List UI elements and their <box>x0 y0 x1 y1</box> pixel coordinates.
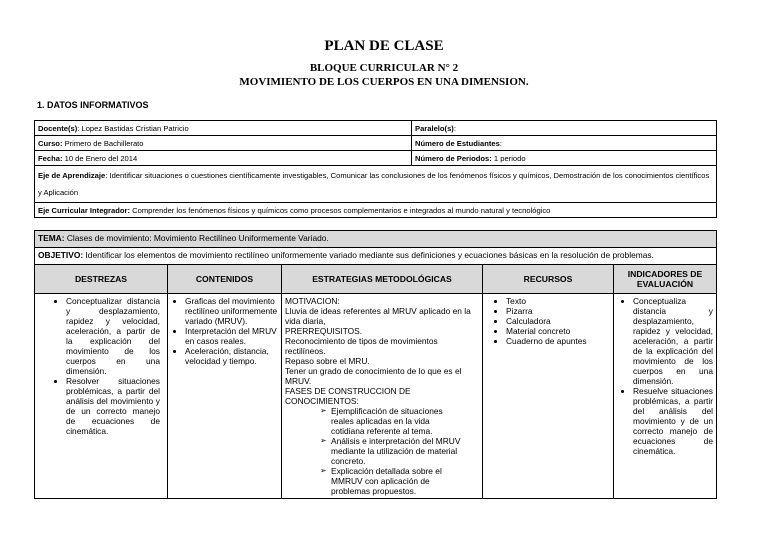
header-indicadores: INDICADORES DE EVALUACIÓN <box>614 265 717 294</box>
eje-curricular-label: Eje Curricular Integrador: <box>38 205 130 215</box>
list-item: • Texto <box>506 296 610 306</box>
curso-cell <box>35 136 412 151</box>
estrategias-cell <box>282 294 483 499</box>
indicadores-cell <box>614 294 717 499</box>
eje-aprendizaje-value: : Identificar situaciones o cuestiones científicamente investigables, Comunicar las conclusiones de los fenómenos físicos y químicos, Demostración de los conocimientos científicos y Aplicación <box>38 171 710 197</box>
list-item: • Conceptualiza distancia y desplazamiento, rapidez y velocidad, aceleración, a partir de la explicación del movimiento de los cuerpos en una dimensión. <box>633 296 713 386</box>
periodos-value: 1 periodo <box>491 153 526 163</box>
subtitle: MOVIMIENTO DE LOS CUERPOS EN UNA DIMENSION. <box>239 76 529 88</box>
curso-value: Primero de Bachillerato <box>62 138 144 148</box>
table-row <box>35 203 717 218</box>
list-item: • Aceleración, distancia, velocidad y tiempo. <box>185 346 278 366</box>
eje-aprendizaje-cell <box>35 166 717 203</box>
block-title: BLOQUE CURRICULAR N° 2 <box>309 62 459 74</box>
list-item: ➢ Análisis e interpretación del MRUV mediante la utilización de material concreto. <box>331 436 465 466</box>
contenidos-cell <box>168 294 282 499</box>
destrezas-cell <box>35 294 168 499</box>
plan-table <box>34 230 717 499</box>
tema-cell <box>35 231 717 248</box>
objetivo-value: Identificar los elementos de movimiento rectilíneo uniformemente variado mediante sus definiciones y ecuaciones básicas en la resolución de problemas. <box>83 250 654 260</box>
fecha-value: 10 de Enero del 2014 <box>62 153 138 163</box>
periodos-cell <box>412 151 717 166</box>
estrategia-line: Reconocimiento de tipos de movimientos rectilíneos. <box>285 336 438 356</box>
page-title: PLAN DE CLASE <box>324 38 444 54</box>
tema-value: Clases de movimiento: Movimiento Rectilíneo Uniformemente Variado. <box>64 233 329 243</box>
eje-curricular-value: Comprender los fenómenos físicos y químicos como procesos complementarios e integrados al mundo natural y tecnológico <box>130 205 551 215</box>
estrategia-line: Repaso sobre el MRU. <box>285 356 370 366</box>
list-item: • Resolver situaciones problémicas, a partir del análisis del movimiento y de un correcto manejo de ecuaciones de cinemática. <box>66 376 160 436</box>
header-destrezas: DESTREZAS <box>35 265 168 294</box>
estrategia-line: Tener un grado de conocimiento de lo que es el MRUV. <box>285 366 462 386</box>
estudiantes-label: Número de Estudiantes <box>415 138 500 148</box>
tema-label: TEMA: <box>38 233 65 243</box>
info-table <box>34 120 717 218</box>
paralelo-value: : <box>453 123 456 133</box>
paralelo-label: Paralelo(s) <box>415 123 454 133</box>
fecha-cell <box>35 151 412 166</box>
header-recursos: RECURSOS <box>483 265 614 294</box>
table-row <box>35 136 717 151</box>
list-item: • Cuaderno de apuntes <box>506 336 610 346</box>
list-item: • Conceptualizar distancia y desplazamiento, rapidez y velocidad, aceleración, a partir de la explicación del movimiento de los cuerpos en una dimensión. <box>66 296 160 376</box>
estrategia-line: FASES DE CONSTRUCCION DE CONOCIMIENTOS: <box>285 386 411 406</box>
fecha-label: Fecha: <box>38 153 63 163</box>
header-contenidos: CONTENIDOS <box>168 265 282 294</box>
table-row <box>35 166 717 203</box>
eje-aprendizaje-label: Eje de Aprendizaje <box>38 171 106 180</box>
docente-cell <box>35 121 412 136</box>
list-item: • Calculadora <box>506 316 610 326</box>
paralelo-cell <box>412 121 717 136</box>
estrategia-line: Lluvia de ideas referentes al MRUV aplicado en la vida diaria, <box>285 306 471 326</box>
content-row <box>35 294 717 499</box>
list-item: • Pizarra <box>506 306 610 316</box>
periodos-label: Número de Periodos: <box>415 153 492 163</box>
estrategia-line: PRERREQUISITOS. <box>285 326 363 336</box>
list-item: • Material concreto <box>506 326 610 336</box>
estrategia-line: MOTIVACION: <box>285 296 340 306</box>
list-item: ➢ Explicación detallada sobre el MMRUV con aplicación de problemas propuestos. <box>331 466 465 496</box>
list-item: • Resuelve situaciones problémicas, a partir del análisis del movimiento y de un correcto manejo de ecuaciones de cinemática. <box>633 386 713 456</box>
recursos-cell <box>483 294 614 499</box>
header-row <box>35 265 717 294</box>
eje-curricular-cell <box>35 203 717 218</box>
header-estrategias: ESTRATEGIAS METODOLÓGICAS <box>282 265 483 294</box>
estudiantes-value: : <box>499 138 502 148</box>
docente-value: : Lopez Bastidas Cristian Patricio <box>77 123 189 133</box>
list-item: ➢ Ejemplificación de situaciones reales aplicadas en la vida cotidiana referente al tema. <box>331 406 465 436</box>
table-row <box>35 121 717 136</box>
estudiantes-cell <box>412 136 717 151</box>
table-row <box>35 231 717 248</box>
list-item: • Interpretación del MRUV en casos reales. <box>185 326 278 346</box>
list-item: • Graficas del movimiento rectilíneo uniformemente variado (MRUV). <box>185 296 278 326</box>
table-row <box>35 248 717 265</box>
section-heading: 1. DATOS INFORMATIVOS <box>37 100 149 110</box>
curso-label: Curso: <box>38 138 63 148</box>
docente-label: Docente(s) <box>38 123 78 133</box>
objetivo-label: OBJETIVO: <box>38 250 84 260</box>
table-row <box>35 151 717 166</box>
objetivo-cell <box>35 248 717 265</box>
